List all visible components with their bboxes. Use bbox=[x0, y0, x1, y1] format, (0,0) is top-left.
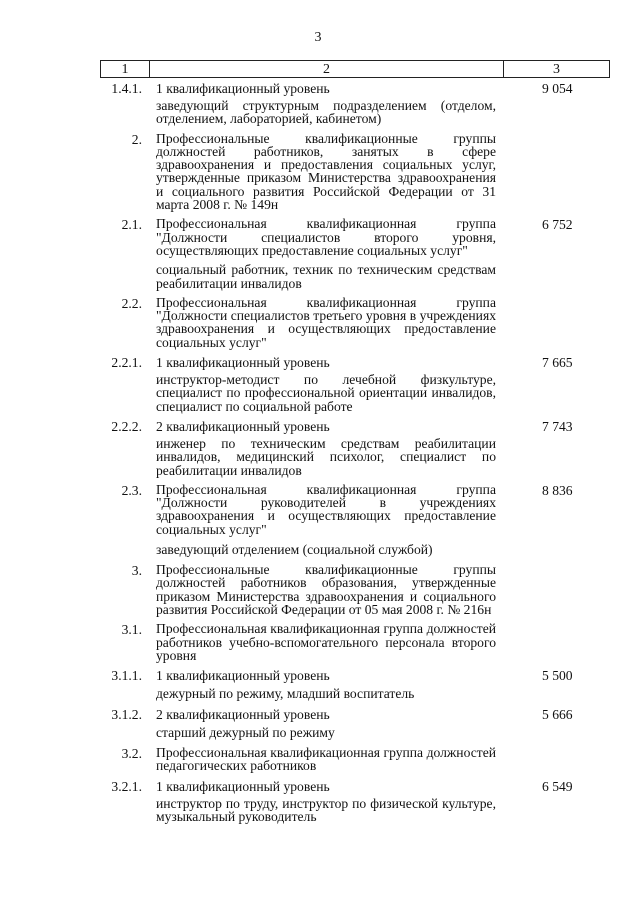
row-value bbox=[496, 296, 610, 349]
row-text: заведующий отделением (социальной службой) bbox=[156, 542, 433, 558]
table-row bbox=[100, 263, 610, 290]
row-number bbox=[100, 373, 148, 413]
row-text: Профессиональная квалификационная группа "Должности специалистов третьего уровня в учреждениях здравоохранения и осуществляющих предоставление социальных услуг" bbox=[156, 294, 496, 350]
row-value bbox=[496, 746, 610, 773]
row-number: 3.1.1. bbox=[111, 668, 142, 684]
table-row bbox=[100, 217, 610, 257]
row-value: 8 836 bbox=[542, 482, 573, 498]
row-number bbox=[100, 437, 148, 477]
row-value: 7 743 bbox=[542, 418, 573, 434]
row-text: 2 квалификационный уровень bbox=[156, 418, 330, 434]
row-number bbox=[100, 797, 148, 824]
row-text: инструктор-методист по лечебной физкультуре, специалист по профессиональной ориентации инвалидов, специалист по социальной работе bbox=[156, 372, 496, 414]
row-value: 6 752 bbox=[542, 217, 573, 233]
table-row bbox=[100, 437, 610, 477]
header-col-2: 2 bbox=[150, 61, 504, 77]
table-row bbox=[100, 707, 610, 722]
row-text: Профессиональные квалификационные группы должностей работников образования, утвержденные приказом Министерства здравоохранения и социального развития Российской Федерации от 05 мая 2008 г. № 216н bbox=[156, 562, 496, 617]
row-number bbox=[100, 263, 148, 290]
row-value bbox=[496, 263, 610, 290]
row-number: 2. bbox=[131, 131, 142, 147]
row-text: инженер по техническим средствам реабилитации инвалидов, медицинский психолог, специалист по реабилитации инвалидов bbox=[156, 435, 496, 478]
row-number bbox=[100, 99, 148, 126]
row-number: 2.3. bbox=[121, 482, 142, 498]
row-number: 3.1. bbox=[121, 622, 142, 638]
row-text: 1 квалификационный уровень bbox=[156, 668, 330, 684]
header-col-1: 1 bbox=[101, 61, 150, 77]
row-value bbox=[496, 622, 610, 662]
row-text: заведующий структурным подразделением (отделом, отделением, лабораторией, кабинетом) bbox=[156, 98, 496, 127]
row-text: Профессиональная квалификационная группа "Должности руководителей в учреждениях здравоохранения и осуществляющих предоставление социальных услуг" bbox=[156, 481, 496, 537]
table-row bbox=[100, 725, 610, 740]
row-value: 6 549 bbox=[542, 778, 573, 794]
row-text: 1 квалификационный уровень bbox=[156, 81, 330, 96]
table-row bbox=[100, 483, 610, 536]
table-row bbox=[100, 81, 610, 96]
row-number: 3.1.2. bbox=[111, 707, 142, 723]
row-number bbox=[100, 686, 148, 701]
row-text: 2 квалификационный уровень bbox=[156, 707, 330, 723]
page-number: 3 bbox=[314, 30, 322, 45]
table-row bbox=[100, 373, 610, 413]
row-text: инструктор по труду, инструктор по физической культуре, музыкальный руководитель bbox=[156, 795, 496, 824]
row-value bbox=[496, 686, 610, 701]
row-number: 3.2.1. bbox=[111, 778, 142, 794]
table-row bbox=[100, 296, 610, 349]
table-row bbox=[100, 132, 610, 212]
row-value bbox=[496, 797, 610, 824]
table-row bbox=[100, 779, 610, 794]
row-value: 5 666 bbox=[542, 707, 573, 723]
row-text: социальный работник, техник по техническим средствам реабилитации инвалидов bbox=[156, 262, 496, 291]
table-row bbox=[100, 746, 610, 773]
row-text: 1 квалификационный уровень bbox=[156, 778, 330, 794]
row-value: 5 500 bbox=[542, 668, 573, 684]
header-col-3: 3 bbox=[553, 62, 560, 77]
row-number: 3. bbox=[131, 563, 142, 579]
row-text: Профессиональная квалификационная группа "Должности специалистов второго уровня, осуществляющих предоставление социальных услуг" bbox=[156, 216, 496, 258]
table-header bbox=[100, 60, 610, 78]
row-number bbox=[100, 542, 148, 557]
table-body bbox=[100, 81, 610, 829]
row-value bbox=[496, 373, 610, 413]
row-number: 2.2.1. bbox=[111, 355, 142, 371]
row-text: дежурный по режиму, младший воспитатель bbox=[156, 686, 415, 702]
row-text: Профессиональные квалификационные группы должностей работников, занятых в сфере здравоохранения и предоставления социальных услуг, утвержденные приказом Министерства здравоохранения и социального развития Российской Федерации от 31 марта 2008 г. № 149н bbox=[156, 130, 496, 213]
row-value bbox=[496, 563, 610, 616]
row-text: 1 квалификационный уровень bbox=[156, 355, 330, 371]
table-row bbox=[100, 99, 610, 126]
row-value: 7 665 bbox=[542, 355, 573, 371]
table-row bbox=[100, 563, 610, 616]
row-value: 9 054 bbox=[542, 81, 573, 96]
table-row bbox=[100, 542, 610, 557]
row-value bbox=[496, 542, 610, 557]
row-number: 2.1. bbox=[121, 217, 142, 233]
table-row bbox=[100, 355, 610, 370]
row-number: 2.2.2. bbox=[111, 418, 142, 434]
row-text: старший дежурный по режиму bbox=[156, 725, 335, 741]
row-number: 3.2. bbox=[121, 746, 142, 762]
row-number: 1.4.1. bbox=[111, 81, 142, 96]
table-row bbox=[100, 419, 610, 434]
row-value bbox=[496, 437, 610, 477]
table-row bbox=[100, 622, 610, 662]
row-text: Профессиональная квалификационная группа должностей работников учебно-вспомогательного персонала второго уровня bbox=[156, 621, 496, 663]
row-number: 2.2. bbox=[121, 295, 142, 311]
row-value bbox=[496, 99, 610, 126]
row-text: Профессиональная квалификационная группа должностей педагогических работников bbox=[156, 745, 496, 774]
table-row bbox=[100, 686, 610, 701]
table-row bbox=[100, 797, 610, 824]
row-number bbox=[100, 725, 148, 740]
row-value bbox=[496, 132, 610, 212]
row-value bbox=[496, 725, 610, 740]
table-row bbox=[100, 668, 610, 683]
